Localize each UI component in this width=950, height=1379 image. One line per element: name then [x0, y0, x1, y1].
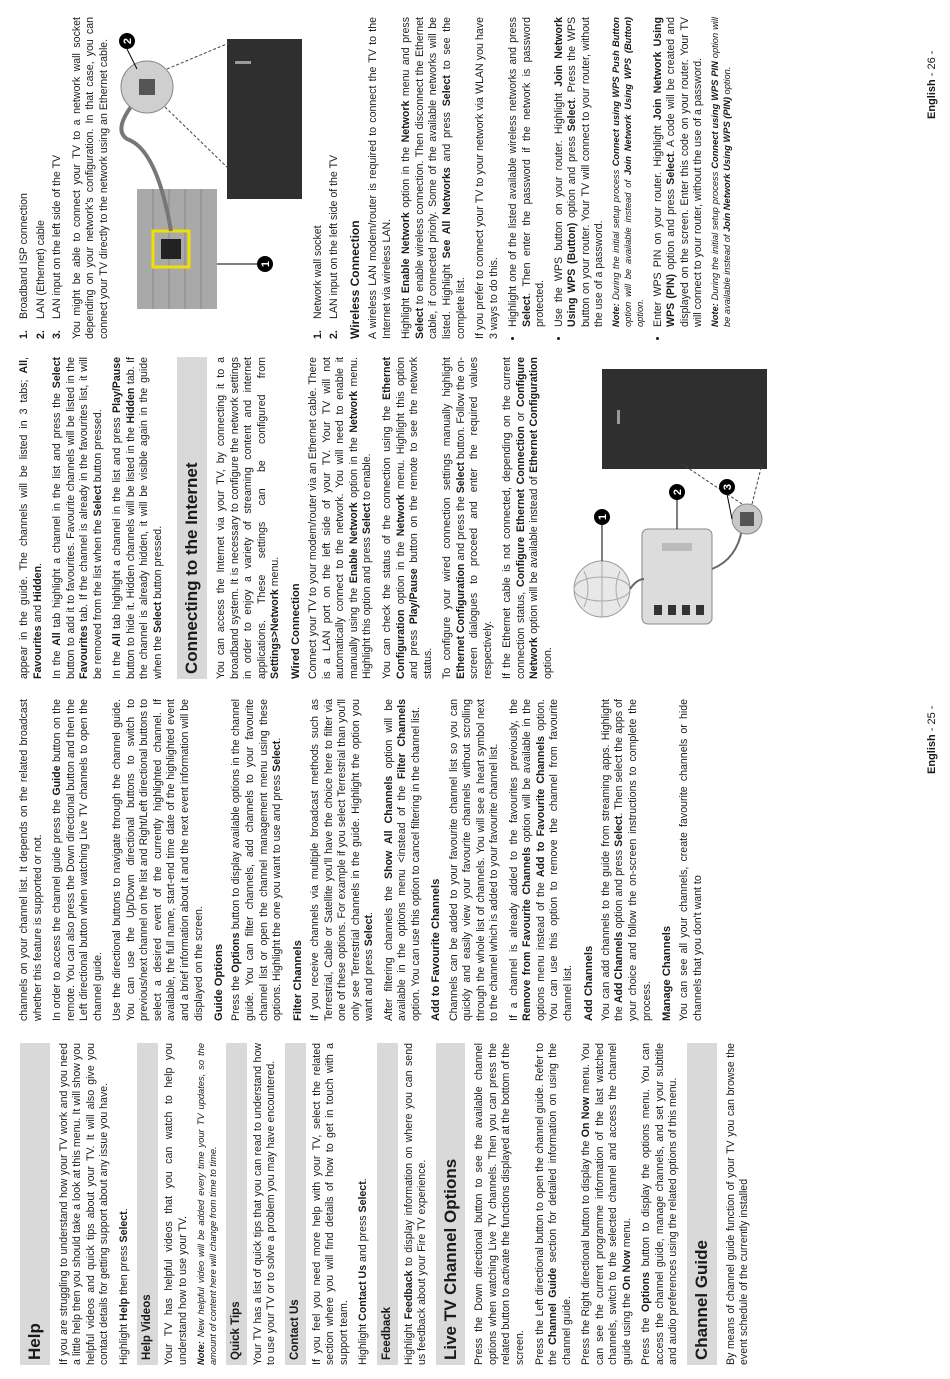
subsection-filter-channels: Filter Channels: [291, 940, 304, 1021]
callout-2: [119, 33, 137, 69]
tv-icon: [602, 369, 767, 469]
svg-text:1: 1: [596, 513, 609, 521]
router-icon: [642, 529, 712, 624]
feedback-paragraph: Highlight Feedback to display information on where you can send us feedback about your Fire TV experience.: [402, 1043, 429, 1365]
wall-socket-diagram: [117, 17, 307, 339]
page-number-26: English - 26 -: [926, 50, 938, 119]
quick-tips-paragraph: Your TV has a list of quick tips that you can read to understand how to use your TV or to solve a problem you may have encountered.: [251, 1043, 278, 1365]
brick-wall-icon: [137, 189, 217, 309]
wireless-paragraph-1: A wireless LAN modem/router is required to connect the TV to the Internet via wireless LAN.: [367, 17, 393, 339]
subsection-guide-options: Guide Options: [213, 943, 226, 1021]
guide-paragraph-3: Use the directional buttons to navigate through the channel guide. You can use the Up/Down directional buttons to switch to previous/next channel on the list and Right/Left directional buttons to select a desired event of the currently highlighted channel. If available, the full name, start-end time date of the highlighted event and a brief information about it and the next event information will be displayed on the screen.: [111, 699, 205, 1021]
wireless-paragraph-3: If you prefer to connect your TV to your network via WLAN you have 3 ways to do this.: [474, 17, 500, 339]
section-title-help: Help: [20, 1043, 50, 1365]
help-videos-paragraph: Your TV has helpful videos that you can watch to help you understand how to use your TV.: [163, 1043, 189, 1365]
filter-paragraph-1: If you receive channels via multiple broadcast methods such as Terrestrial, Cable or Satellite you'll have the choice here to filter via one of these options. For example if you select Terrestrial than you'll only see Terrestrial channels in the guide. Highlight the option you want and press Select.: [308, 699, 376, 1021]
callout-2: [669, 484, 685, 529]
wired-paragraph-1: Connect your TV to your modem/router via an Ethernet cable. There is a LAN port on the left side of your TV. Your TV will not automatically connect to the network. You will need to enable it manually using the Enable Network option in the Network menu. Highlight this option and press Select to enable.: [307, 356, 374, 679]
column-2: [18, 699, 712, 1021]
list-item: • Enter WPS PIN on your router. Highlight Join Network Using WPS (PIN) option and press Select. A code will be created and displayed on the screen. Enter this code on your router. Your TV will connect to your router, without the use of a password. Note: During the initial setup process Connect using WPS PIN option will be available instead of Join Network Using WPS (PIN) option.: [652, 17, 734, 327]
list-item: 1. Network wall socket: [311, 225, 324, 339]
contact-us-instruction: Highlight Contact Us and press Select.: [357, 1178, 370, 1365]
wired-paragraph-3: To configure your wired connection settings manually highlight Ethernet Configuration and press the Select button. Follow the on-screen dialogues to proceed and enter the required values respectively.: [441, 357, 494, 679]
section-title-internet: Connecting to the Internet: [177, 357, 207, 679]
guide-options-paragraph: Press the Options button to display available options in the channel guide. You can filter channels, add channels to your favourite channel list or open the channel management menu using these options. Highlight the one you want to use and press Select.: [230, 699, 284, 1021]
list-item: 3. LAN input on the left side of the TV: [51, 154, 64, 339]
live-tv-paragraph-2: Press the Left directional button to open the channel guide. Refer to the Channel Guide section for detailed information on using the channel guide.: [533, 1043, 573, 1365]
wps-pin-note: Note: During the initial setup process Connect using WPS PIN option will be available instead of Join Network Using WPS (PIN) option.: [709, 17, 732, 327]
internet-paragraph: You can access the Internet via your TV, by connecting it to a broadband system. It is necessary to configure the network settings in order to enjoy a variety of streaming content and internet applications. These settings can be configured from Settings>Network menu.: [215, 357, 282, 679]
manage-paragraph-2: In the All tab highlight a channel in the list and press the Select button to add it to favourites. Favourite channels will be listed in the Favourites tab. If the channel is already in the favourites list, it will be removed from the list when the Select button pressed.: [51, 357, 104, 679]
filter-paragraph-2: After filtering channels the Show All Channels option will be available in the options menu <instead of the Filter Channels option. You can use this option to cancel filtering in the channel list.: [382, 698, 422, 1021]
guide-paragraph-2: In order to access the channel guide press the Guide button on the remote. You can also press the Down directional button and then the Left directional button when watching Live TV channels to open the channel guide.: [51, 698, 104, 1021]
help-instruction: Highlight Help then press Select.: [117, 1208, 130, 1365]
subsection-wired-connection: Wired Connection: [289, 583, 302, 679]
subsection-contact-us: Contact Us: [285, 1043, 306, 1365]
list-item: 1. Broadband ISP connection: [18, 193, 30, 339]
subsection-quick-tips: Quick Tips: [226, 1043, 247, 1365]
live-tv-paragraph-3: Press the Right directional button to display the On Now menu. You can see the current programme information of the last watched channels, switch to the selected channel and access the channel guide using the On Now menu.: [580, 1043, 633, 1365]
guide-paragraph-1: channels on your channel list. It depends on the related broadcast whether this feature is supported or not.: [18, 699, 44, 1021]
section-title-live-tv: Live TV Channel Options: [436, 1043, 466, 1365]
live-tv-paragraph-4: Press the Options button to display the options menu. You can access the channel guide, manage channels, and set your subtitle and audio preferences using the related options of this menu.: [640, 1043, 680, 1365]
svg-text:2: 2: [671, 488, 684, 496]
live-tv-paragraph-1: Press the Down directional button to see the available channel options when watching Live TV channels. Then you can press the related button to activate the functions displayed at the bottom of the screen.: [473, 1043, 526, 1365]
callout-1: [594, 509, 610, 561]
manage-paragraph-cont: appear in the guide. The channels will be listed in 3 tabs; All, Favourites and Hidden.: [18, 357, 44, 679]
callout-3: [719, 479, 735, 519]
subsection-add-favourites: Add to Favourite Channels: [430, 878, 443, 1021]
callout-1: [217, 256, 273, 272]
channel-guide-paragraph: By means of channel guide function of your TV you can browse the event schedule of the currently installed: [724, 1043, 751, 1365]
help-videos-note: Note: New helpful video will be added every time your TV updates, so the amount of content here will change from time to time.: [196, 1043, 219, 1365]
favourites-paragraph-1: Channels can be added to your favourite channel list so you can quickly and easily view your favourite channels without scrolling through the whole list of channels. You will see a heart symbol next to the channel which is added to your favourite channel list.: [447, 699, 501, 1021]
svg-text:1: 1: [260, 260, 273, 268]
list-item: • Highlight one of the listed available wireless networks and press Select. Then enter the password if the network is password protected.: [507, 17, 548, 327]
list-router-parts: [18, 17, 65, 339]
router-connection-diagram: [562, 357, 772, 679]
subsection-add-channels: Add Channels: [582, 945, 595, 1021]
subsection-feedback: Feedback: [377, 1043, 398, 1365]
column-1: [18, 1043, 758, 1365]
section-title-channel-guide: Channel Guide: [687, 1043, 717, 1365]
list-wall-parts: [312, 17, 342, 339]
wireless-methods-list: [507, 17, 733, 339]
page-number-25: English - 25 -: [926, 705, 938, 774]
help-paragraph: If you are struggling to understand how your TV work and you need a little help then you should take a look at this menu. It will show you helpful videos and quick tips about your TV. It will also give you contact details for getting support about any issue you have.: [57, 1043, 111, 1365]
list-item: • Use the WPS button on your router. Highlight Join Network Using WPS (Button) option and press Select. Press the WPS button on your router. Your TV will connect to your router, without the use of a password. Note: During the initial setup process Connect using WPS Push Button option will be available instead of Join Network Using WPS (Button) option.: [553, 17, 647, 327]
wall-socket-paragraph: You might be able to connect your TV to a network wall socket depending on your network's configuration. In that case, you can connect your TV directly to the network using an Ethernet cable.: [70, 17, 110, 339]
tv-icon: [227, 39, 302, 199]
add-channels-paragraph: You can add channels to the guide from streaming apps. Highlight the Add Channels option and press Select. Then select the apps of your choice and follow the on-screen instructions to complete the process.: [599, 698, 653, 1021]
wired-paragraph-2: You can check the status of the connection using the Ethernet Configuration option in the Network menu. Highlight this option and press Play/Pause button on the remote to see the network status.: [381, 356, 434, 679]
column-4: [18, 17, 740, 339]
manage-paragraph-3: In the All tab highlight a channel in the list and press Play/Pause button to hide it. Hidden channels will be listed in the Hidden tab. If the channel is already hidden, it will be visible again in the guide when the Select button pressed.: [111, 356, 164, 679]
wired-paragraph-4: If the Ethernet cable is not connected, depending on the current connection status, Configure Ethernet Connection or Configure Network option will be available instead of Ethernet Configuration option.: [501, 357, 555, 679]
contact-us-paragraph: If you feel you need more help with your TV, select the related section where you will find details of how to get in touch with a support team.: [310, 1043, 350, 1365]
globe-icon: [574, 561, 630, 617]
list-item: 2. LAN input on the left side of the TV: [328, 154, 341, 339]
column-3: [18, 357, 776, 679]
svg-text:3: 3: [721, 483, 734, 491]
subsection-manage-channels: Manage Channels: [661, 925, 674, 1021]
manage-channels-paragraph: You can see all your channels, create favourite channels or hide channels that you don't want to: [678, 699, 704, 1021]
subsection-wireless-connection: Wireless Connection: [347, 220, 362, 339]
list-item: 2. LAN (Ethernet) cable: [34, 220, 47, 339]
svg-text:2: 2: [122, 37, 135, 45]
subsection-help-videos: Help Videos: [137, 1043, 158, 1365]
wps-button-note: Note: During the initial setup process Connect using WPS Push Button option will be available instead of Join Network Using WPS (Button) option.: [611, 17, 645, 327]
wireless-paragraph-2: Highlight Enable Network option in the Network menu and press Select to enable wireless connection. Then disconnect the Ethernet cable, if connected priorly. Some of the available networks will be listed. Highlight See All Networks and press Select to see the complete list.: [400, 17, 467, 339]
favourites-paragraph-2: If a channel is already added to the favourites previously, the Remove from Favourite Channels option will be available in the options menu instead of the Add to Favourite Channels option. You can use this option to remove the channel from favourite channel list.: [507, 699, 575, 1021]
